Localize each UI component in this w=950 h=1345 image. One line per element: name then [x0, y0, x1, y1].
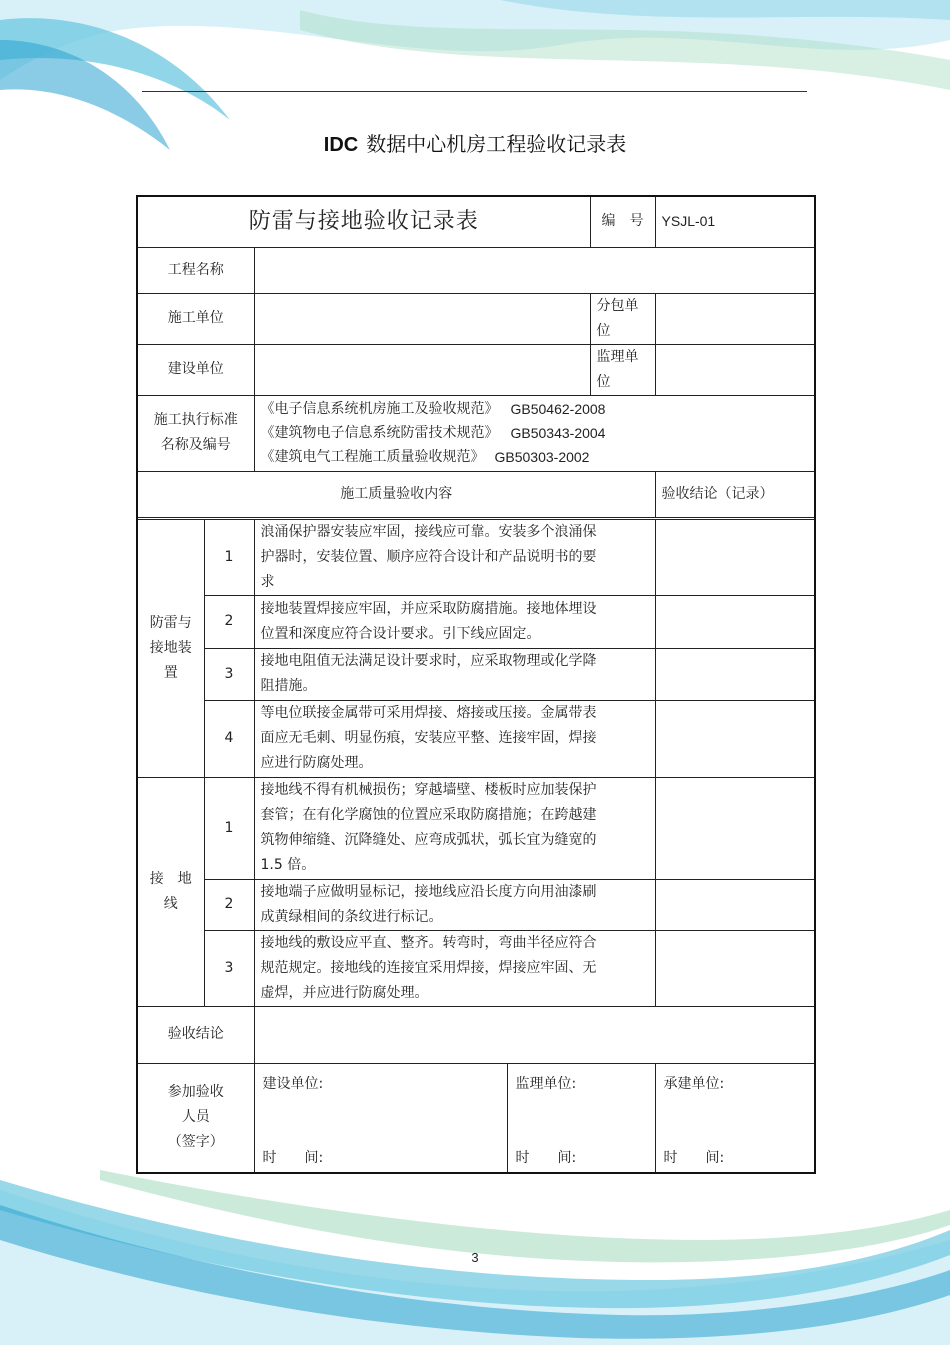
item-content [254, 930, 655, 1006]
contractor-field[interactable] [254, 293, 590, 344]
item-line: 应进行防腐处理。 [260, 755, 373, 771]
item-line: 规范规定。接地线的连接宜采用焊接，焊接应牢固、无 [260, 959, 597, 976]
item-conclusion-field[interactable] [655, 930, 815, 1006]
participants-label-line: （签字） [167, 1134, 224, 1151]
group1-label-line: 置 [163, 664, 178, 681]
content-header: 施工质量验收内容 [137, 471, 655, 517]
standard-item [261, 397, 809, 421]
item-number: 1 [204, 519, 254, 595]
subcontractor-field[interactable] [655, 293, 815, 344]
contractor-label: 施工单位 [137, 293, 254, 344]
standard-code: GB50462-2008 [510, 401, 606, 417]
item-content [254, 595, 655, 648]
item-line: 成黄绿相间的条纹进行标记。 [260, 908, 443, 925]
document-title-prefix: IDC [323, 134, 359, 156]
builder-sign-label: 承建单位: [663, 1075, 725, 1092]
standard-name: 《建筑电气工程施工质量验收规范》 [260, 449, 485, 465]
item-line: 接地装置焊接应牢固，并应采取防腐措施。接地体埋设 [260, 600, 597, 617]
item-line: 接地端子应做明显标记，接地线应沿长度方向用油漆刷 [260, 883, 597, 900]
builder-signature-field[interactable] [655, 1063, 815, 1173]
supervisor-sign-time: 时 间: [515, 1149, 577, 1166]
header-rule [142, 91, 807, 92]
standards-label-line: 名称及编号 [160, 437, 231, 453]
code-label: 编 号 [590, 196, 655, 247]
item-conclusion-field[interactable] [655, 700, 815, 777]
item-line: 接地线不得有机械损伤；穿越墙壁、楼板时应加装保护 [260, 782, 597, 798]
item-number: 4 [204, 700, 254, 777]
item-line: 求 [260, 573, 275, 590]
acceptance-record-table [136, 195, 816, 1174]
standard-name: 《电子信息系统机房施工及验收规范》 [260, 401, 499, 417]
supervisor-label: 监理单位 [590, 344, 655, 395]
document-title [0, 128, 950, 157]
builder-sign-time: 时 间: [663, 1149, 725, 1166]
group2-label-line: 接 地 [149, 870, 192, 887]
item-line: 筑物伸缩缝、沉降缝处、应弯成弧状，弧长宜为缝宽的 [260, 832, 597, 848]
standard-name: 《建筑物电子信息系统防雷技术规范》 [260, 425, 499, 441]
item-number: 3 [204, 930, 254, 1006]
item-line: 接地线的敷设应平直、整齐。转弯时，弯曲半径应符合 [260, 934, 597, 951]
conclusion-header: 验收结论（记录） [655, 471, 815, 517]
standard-code: GB50343-2004 [510, 425, 606, 441]
item-line: 护器时，安装位置、顺序应符合设计和产品说明书的要 [260, 548, 597, 565]
standard-item [261, 421, 809, 445]
item-line: 套管；在有化学腐蚀的位置应采取防腐措施；在跨越建 [260, 807, 597, 823]
item-conclusion-field[interactable] [655, 648, 815, 700]
standards-list [254, 395, 815, 471]
owner-signature-field[interactable] [254, 1063, 507, 1173]
item-line: 浪涌保护器安装应牢固，接线应可靠。安装多个浪涌保 [260, 523, 597, 540]
standards-label [137, 395, 254, 471]
item-content [254, 879, 655, 930]
item-line: 1.5 倍。 [260, 857, 316, 873]
item-number: 2 [204, 879, 254, 930]
item-content [254, 700, 655, 777]
group2-label-line: 线 [163, 895, 178, 912]
item-line: 接地电阻值无法满足设计要求时，应采取物理或化学降 [260, 653, 597, 669]
participants-label [137, 1063, 254, 1173]
item-conclusion-field[interactable] [655, 879, 815, 930]
group1-label-line: 防雷与 [149, 614, 192, 631]
item-line: 阻措施。 [260, 678, 317, 694]
conclusion-field[interactable] [254, 1006, 815, 1063]
item-number: 2 [204, 595, 254, 648]
group2-label [137, 777, 204, 1006]
code-value: YSJL-01 [655, 196, 815, 247]
standard-item [261, 445, 809, 469]
participants-label-line: 人员 [181, 1109, 210, 1126]
conclusion-label: 验收结论 [137, 1006, 254, 1063]
item-number: 3 [204, 648, 254, 700]
item-content [254, 777, 655, 879]
item-line: 等电位联接金属带可采用焊接、熔接或压接。金属带表 [260, 705, 597, 721]
group1-label [137, 519, 204, 777]
item-line: 虚焊，并应进行防腐处理。 [260, 984, 429, 1001]
standard-code: GB50303-2002 [494, 449, 590, 465]
item-line: 位置和深度应符合设计要求。引下线应固定。 [260, 625, 541, 642]
owner-field[interactable] [254, 344, 590, 395]
project-name-label: 工程名称 [137, 247, 254, 293]
subcontractor-label: 分包单位 [590, 293, 655, 344]
form-title: 防雷与接地验收记录表 [137, 196, 590, 247]
item-content [254, 648, 655, 700]
item-content [254, 519, 655, 595]
supervisor-field[interactable] [655, 344, 815, 395]
owner-sign-time: 时 间: [262, 1149, 324, 1166]
item-number: 1 [204, 777, 254, 879]
item-conclusion-field[interactable] [655, 595, 815, 648]
project-name-field[interactable] [254, 247, 815, 293]
standards-label-line: 施工执行标准 [153, 412, 238, 428]
item-conclusion-field[interactable] [655, 777, 815, 879]
supervisor-signature-field[interactable] [507, 1063, 655, 1173]
participants-label-line: 参加验收 [167, 1084, 224, 1101]
group1-label-line: 接地装 [149, 639, 192, 656]
top-wave-decoration [0, 0, 950, 200]
owner-label: 建设单位 [137, 344, 254, 395]
item-conclusion-field[interactable] [655, 519, 815, 595]
owner-sign-label: 建设单位: [262, 1075, 324, 1092]
item-line: 面应无毛刺、明显伤痕，安装应平整、连接牢固，焊接 [260, 730, 597, 746]
supervisor-sign-label: 监理单位: [515, 1075, 577, 1092]
document-title-text: 数据中心机房工程验收记录表 [366, 132, 627, 156]
page-number: 3 [471, 1250, 479, 1265]
